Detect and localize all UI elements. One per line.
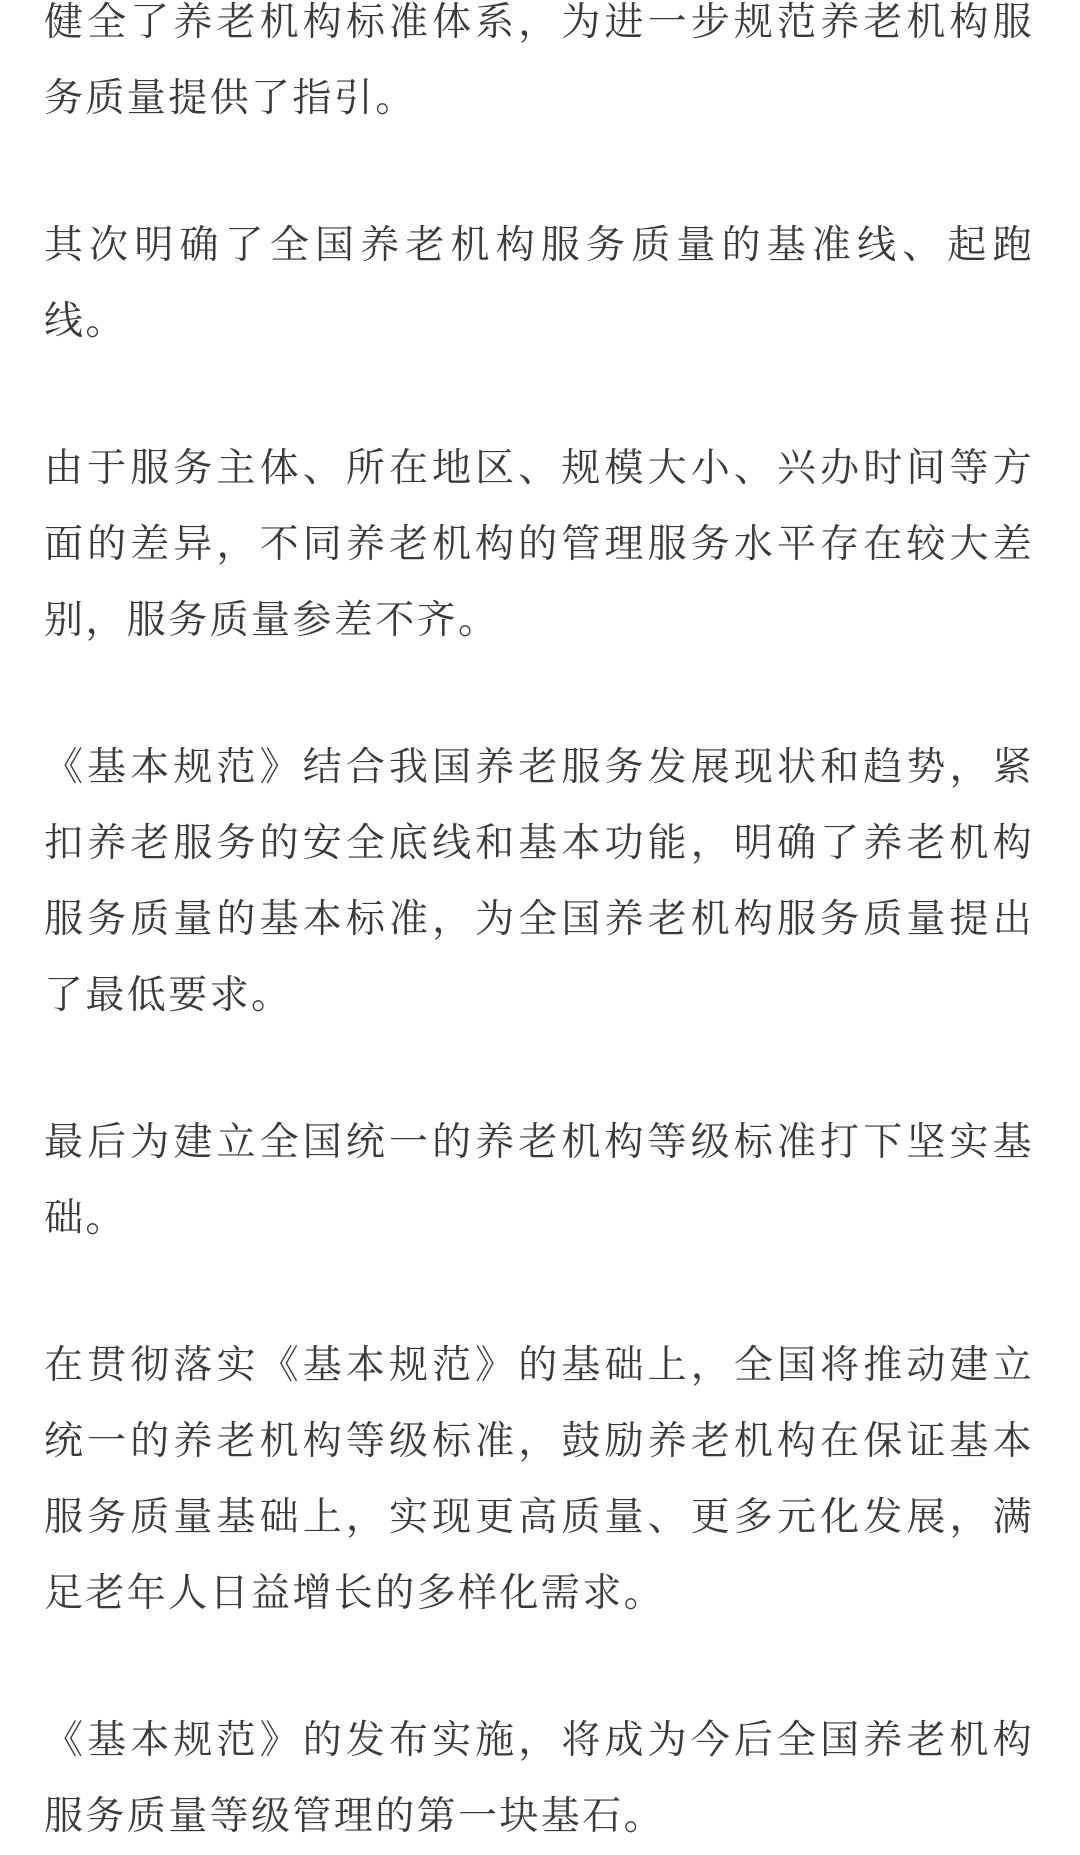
- article-paragraph: 其次明确了全国养老机构服务质量的基准线、起跑线。: [44, 223, 1034, 344]
- article-paragraph: 最后为建立全国统一的养老机构等级标准打下坚实基础。: [44, 1120, 1034, 1241]
- article-paragraph: 由于服务主体、所在地区、规模大小、兴办时间等方面的差异，不同养老机构的管理服务水平存在较大差别，服务质量参差不齐。: [44, 446, 1034, 643]
- article-paragraph: 《基本规范》结合我国养老服务发展现状和趋势，紧扣养老服务的安全底线和基本功能，明确了养老机构服务质量的基本标准，为全国养老机构服务质量提出了最低要求。: [44, 745, 1034, 1018]
- article-paragraph: 《基本规范》的发布实施，将成为今后全国养老机构服务质量等级管理的第一块基石。: [44, 1718, 1034, 1839]
- article-paragraph: 在贯彻落实《基本规范》的基础上，全国将推动建立统一的养老机构等级标准，鼓励养老机构在保证基本服务质量基础上，实现更高质量、更多元化发展，满足老年人日益增长的多样化需求。: [44, 1343, 1034, 1616]
- article-paragraph: 健全了养老机构标准体系，为进一步规范养老机构服务质量提供了指引。: [44, 0, 1034, 121]
